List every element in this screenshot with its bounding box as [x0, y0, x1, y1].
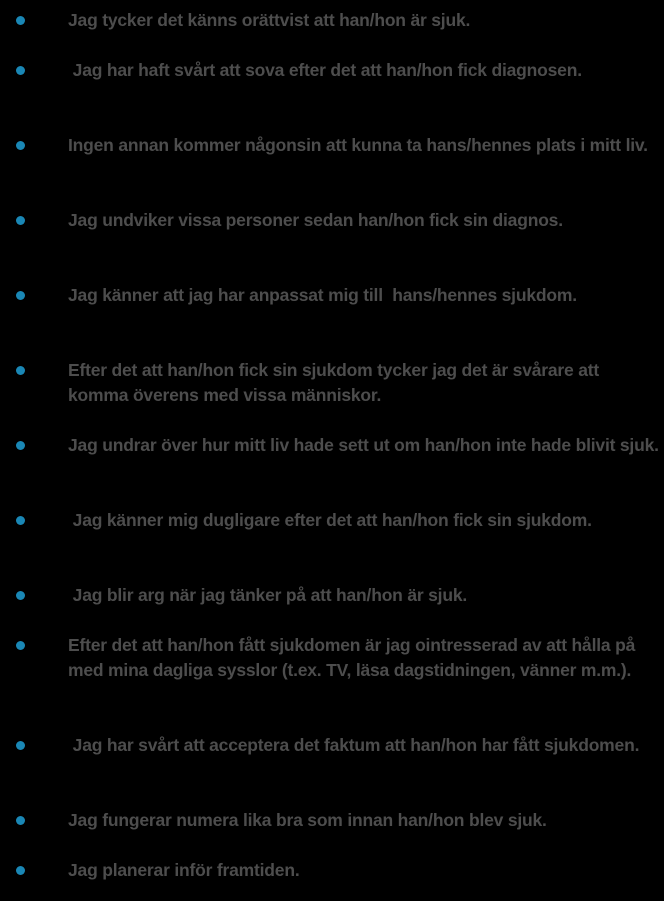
list-item-text: Jag fungerar numera lika bra som innan han/hon blev sjuk.: [68, 810, 547, 830]
bullet-icon: [16, 516, 25, 525]
bullet-icon: [16, 66, 25, 75]
list-item-text: Jag har haft svårt att sova efter det att han/hon fick diagnosen.: [68, 60, 582, 80]
bullet-icon: [16, 441, 25, 450]
list-item-text: Efter det att han/hon fått sjukdomen är jag ointresserad av att hålla på med mina dagliga sysslor (t.ex. TV, läsa dagstidningen, vänner m.m.).: [68, 635, 640, 680]
bullet-icon: [16, 741, 25, 750]
bullet-icon: [16, 291, 25, 300]
list-item-text: Jag undviker vissa personer sedan han/hon fick sin diagnos.: [68, 210, 563, 230]
bullet-icon: [16, 16, 25, 25]
list-item-text: Jag undrar över hur mitt liv hade sett ut om han/hon inte hade blivit sjuk.: [68, 435, 659, 455]
bullet-icon: [16, 216, 25, 225]
list-item-text: Ingen annan kommer någonsin att kunna ta hans/hennes plats i mitt liv.: [68, 135, 648, 155]
list-item-text: Jag tycker det känns orättvist att han/hon är sjuk.: [68, 10, 471, 30]
list-item-text: Jag blir arg när jag tänker på att han/hon är sjuk.: [68, 585, 468, 605]
list-item-text: Jag har svårt att acceptera det faktum att han/hon har fått sjukdomen.: [68, 735, 640, 755]
bullet-icon: [16, 591, 25, 600]
list-item-text: Jag känner mig dugligare efter det att han/hon fick sin sjukdom.: [68, 510, 592, 530]
list-item-text: Jag planerar inför framtiden.: [68, 860, 300, 880]
bullet-icon: [16, 866, 25, 875]
bullet-icon: [16, 366, 25, 375]
list-item-text: Efter det att han/hon fick sin sjukdom tycker jag det är svårare att komma överens med vissa människor.: [68, 360, 604, 405]
bullet-icon: [16, 141, 25, 150]
list-item-text: Jag känner att jag har anpassat mig till hans/hennes sjukdom.: [68, 285, 577, 305]
bullet-icon: [16, 641, 25, 650]
bullet-icon: [16, 816, 25, 825]
